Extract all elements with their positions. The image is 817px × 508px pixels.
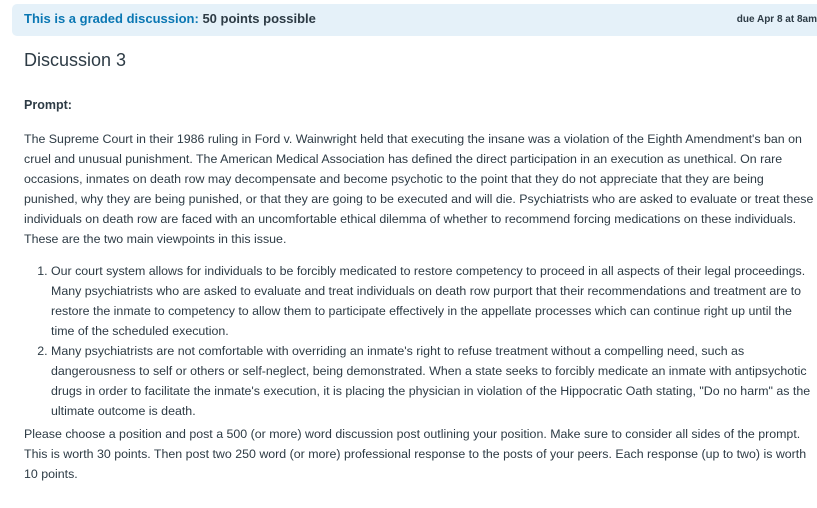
discussion-title: Discussion 3 <box>24 50 127 70</box>
graded-discussion-banner <box>12 4 817 36</box>
viewpoints-list <box>24 261 814 421</box>
discussion-body <box>24 129 814 484</box>
prompt-intro: The Supreme Court in their 1986 ruling in Ford v. Wainwright held that executing the insane was a violation of the Eighth Amendment's ban on cruel and unusual punishment. The American Medical Association has defined the direct participation in an execution as unethical. On rare occasions, inmates on death row may decompensate and become psychotic to the point that they do not appreciate that they are being punished, why they are being punished, or that they are going to be executed and will die. Psychiatrists who are asked to evaluate or treat these individuals on death row are faced with an uncomfortable ethical dilemma of whether to recommend forcing medications on these individuals. These are the two main viewpoints in this issue. <box>24 132 814 246</box>
points-possible: 50 points possible <box>202 11 316 26</box>
due-date: due Apr 8 at 8am <box>736 14 817 25</box>
viewpoint-item-2: 2. Many psychiatrists are not comfortable with overriding an inmate's right to refuse treatment without a compelling need, such as dangerousness to self or others or self-neglect, being demonstrated. When a state seeks to forcibly medicate an inmate with antipsychotic drugs in order to facilitate the inmate's execution, it is placing the physician in violation of the Hippocratic Oath stating, "Do no harm" as the ultimate outcome is death. <box>51 341 814 421</box>
prompt-instructions: Please choose a position and post a 500 (or more) word discussion post outlining your position. Make sure to consider all sides of the prompt. This is worth 30 points. Then post two 250 word (or more) professional response to the posts of your peers. Each response (up to two) is worth 10 points. <box>24 427 807 481</box>
prompt-label: Prompt: <box>24 98 72 112</box>
viewpoint-item-1: 1. Our court system allows for individuals to be forcibly medicated to restore competency to proceed in all aspects of their legal proceedings. Many psychiatrists who are asked to evaluate and treat individuals on death row purport that their recommendations and treatment are to restore the inmate to competency to allow them to participate effectively in the appellate processes which can continue right up until the time of the scheduled execution. <box>51 261 814 341</box>
graded-discussion-label: This is a graded discussion: <box>24 11 199 26</box>
graded-discussion-info <box>24 11 316 26</box>
